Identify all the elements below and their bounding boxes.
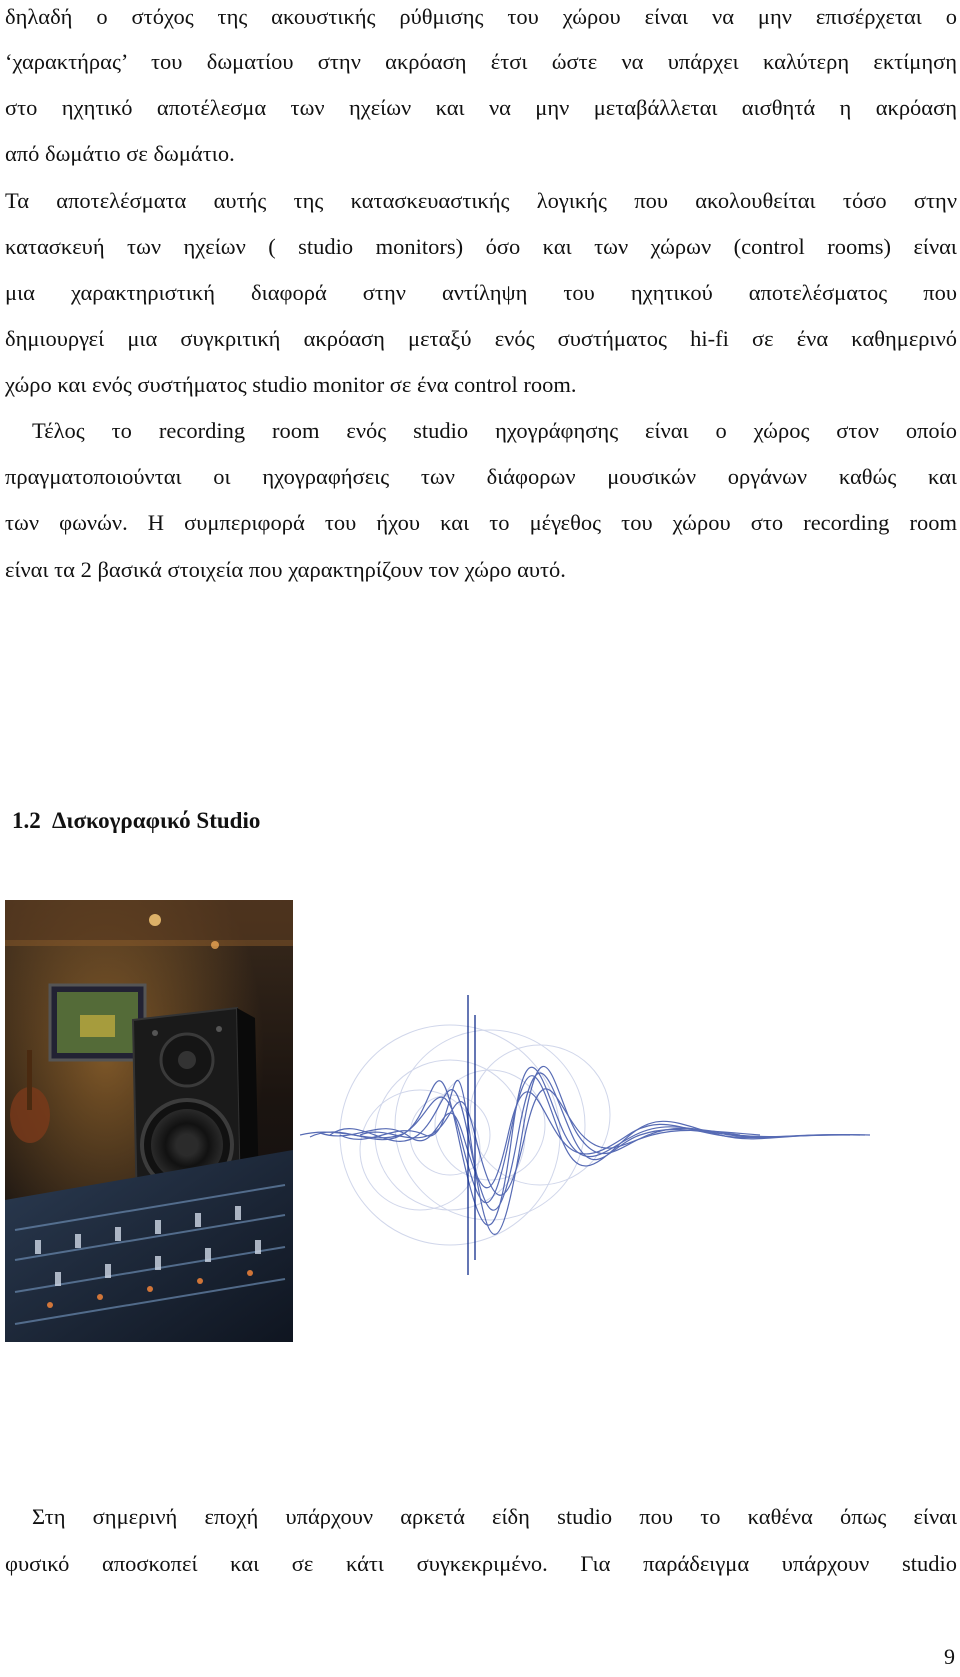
studio-monitor-speaker-photo — [5, 900, 293, 1342]
text-line: στο ηχητικό αποτέλεσμα των ηχείων και να μην μεταβάλλεται αισθητά η ακρόαση — [5, 95, 957, 120]
text-line: ‘χαρακτήρας’ του δωματίου στην ακρόαση έτσι ώστε να υπάρχει καλύτερη εκτίμηση — [5, 49, 957, 74]
text-line: πραγματοποιούνται οι ηχογραφήσεις των διάφορων μουσικών οργάνων καθώς και — [5, 464, 957, 489]
text-line: από δωμάτιο σε δωμάτιο. — [5, 141, 235, 166]
section-number: 1.2 — [12, 808, 41, 833]
section-title: Δισκογραφικό Studio — [52, 808, 261, 833]
text-line: χώρο και ενός συστήματος studio monitor σε ένα control room. — [5, 372, 577, 397]
text-line: δηλαδή ο στόχος της ακουστικής ρύθμισης του χώρου είναι να μην επισέρχεται ο — [5, 4, 957, 29]
text-line: των φωνών. Η συμπεριφορά του ήχου και το μέγεθος του χώρου στο recording room — [5, 510, 957, 535]
text-line: δημιουργεί μια συγκριτική ακρόαση μεταξύ ενός συστήματος hi-fi σε ένα καθημερινό — [5, 326, 957, 351]
text-line: Τέλος το recording room ενός studio ηχογράφησης είναι ο χώρος στον οποίο — [32, 418, 957, 443]
text-line: Στη σημερινή εποχή υπάρχουν αρκετά είδη studio που το καθένα όπως είναι — [32, 1504, 957, 1529]
text-line: φυσικό αποσκοπεί και σε κάτι συγκεκριμένο. Για παράδειγμα υπάρχουν studio — [5, 1551, 957, 1576]
page-number: 9 — [944, 1644, 955, 1669]
text-line: είναι τα 2 βασικά στοιχεία που χαρακτηρίζουν τον χώρο αυτό. — [5, 557, 566, 582]
section-heading — [12, 808, 260, 834]
text-line: Τα αποτελέσματα αυτής της κατασκευαστικής λογικής που ακολουθείται τόσο στην — [5, 188, 957, 213]
text-line: μια χαρακτηριστική διαφορά στην αντίληψη του ηχητικού αποτελέσματος που — [5, 280, 957, 305]
text-line: κατασκευή των ηχείων ( studio monitors) όσο και των χώρων (control rooms) είναι — [5, 234, 957, 259]
sound-wave-illustration — [300, 985, 870, 1285]
